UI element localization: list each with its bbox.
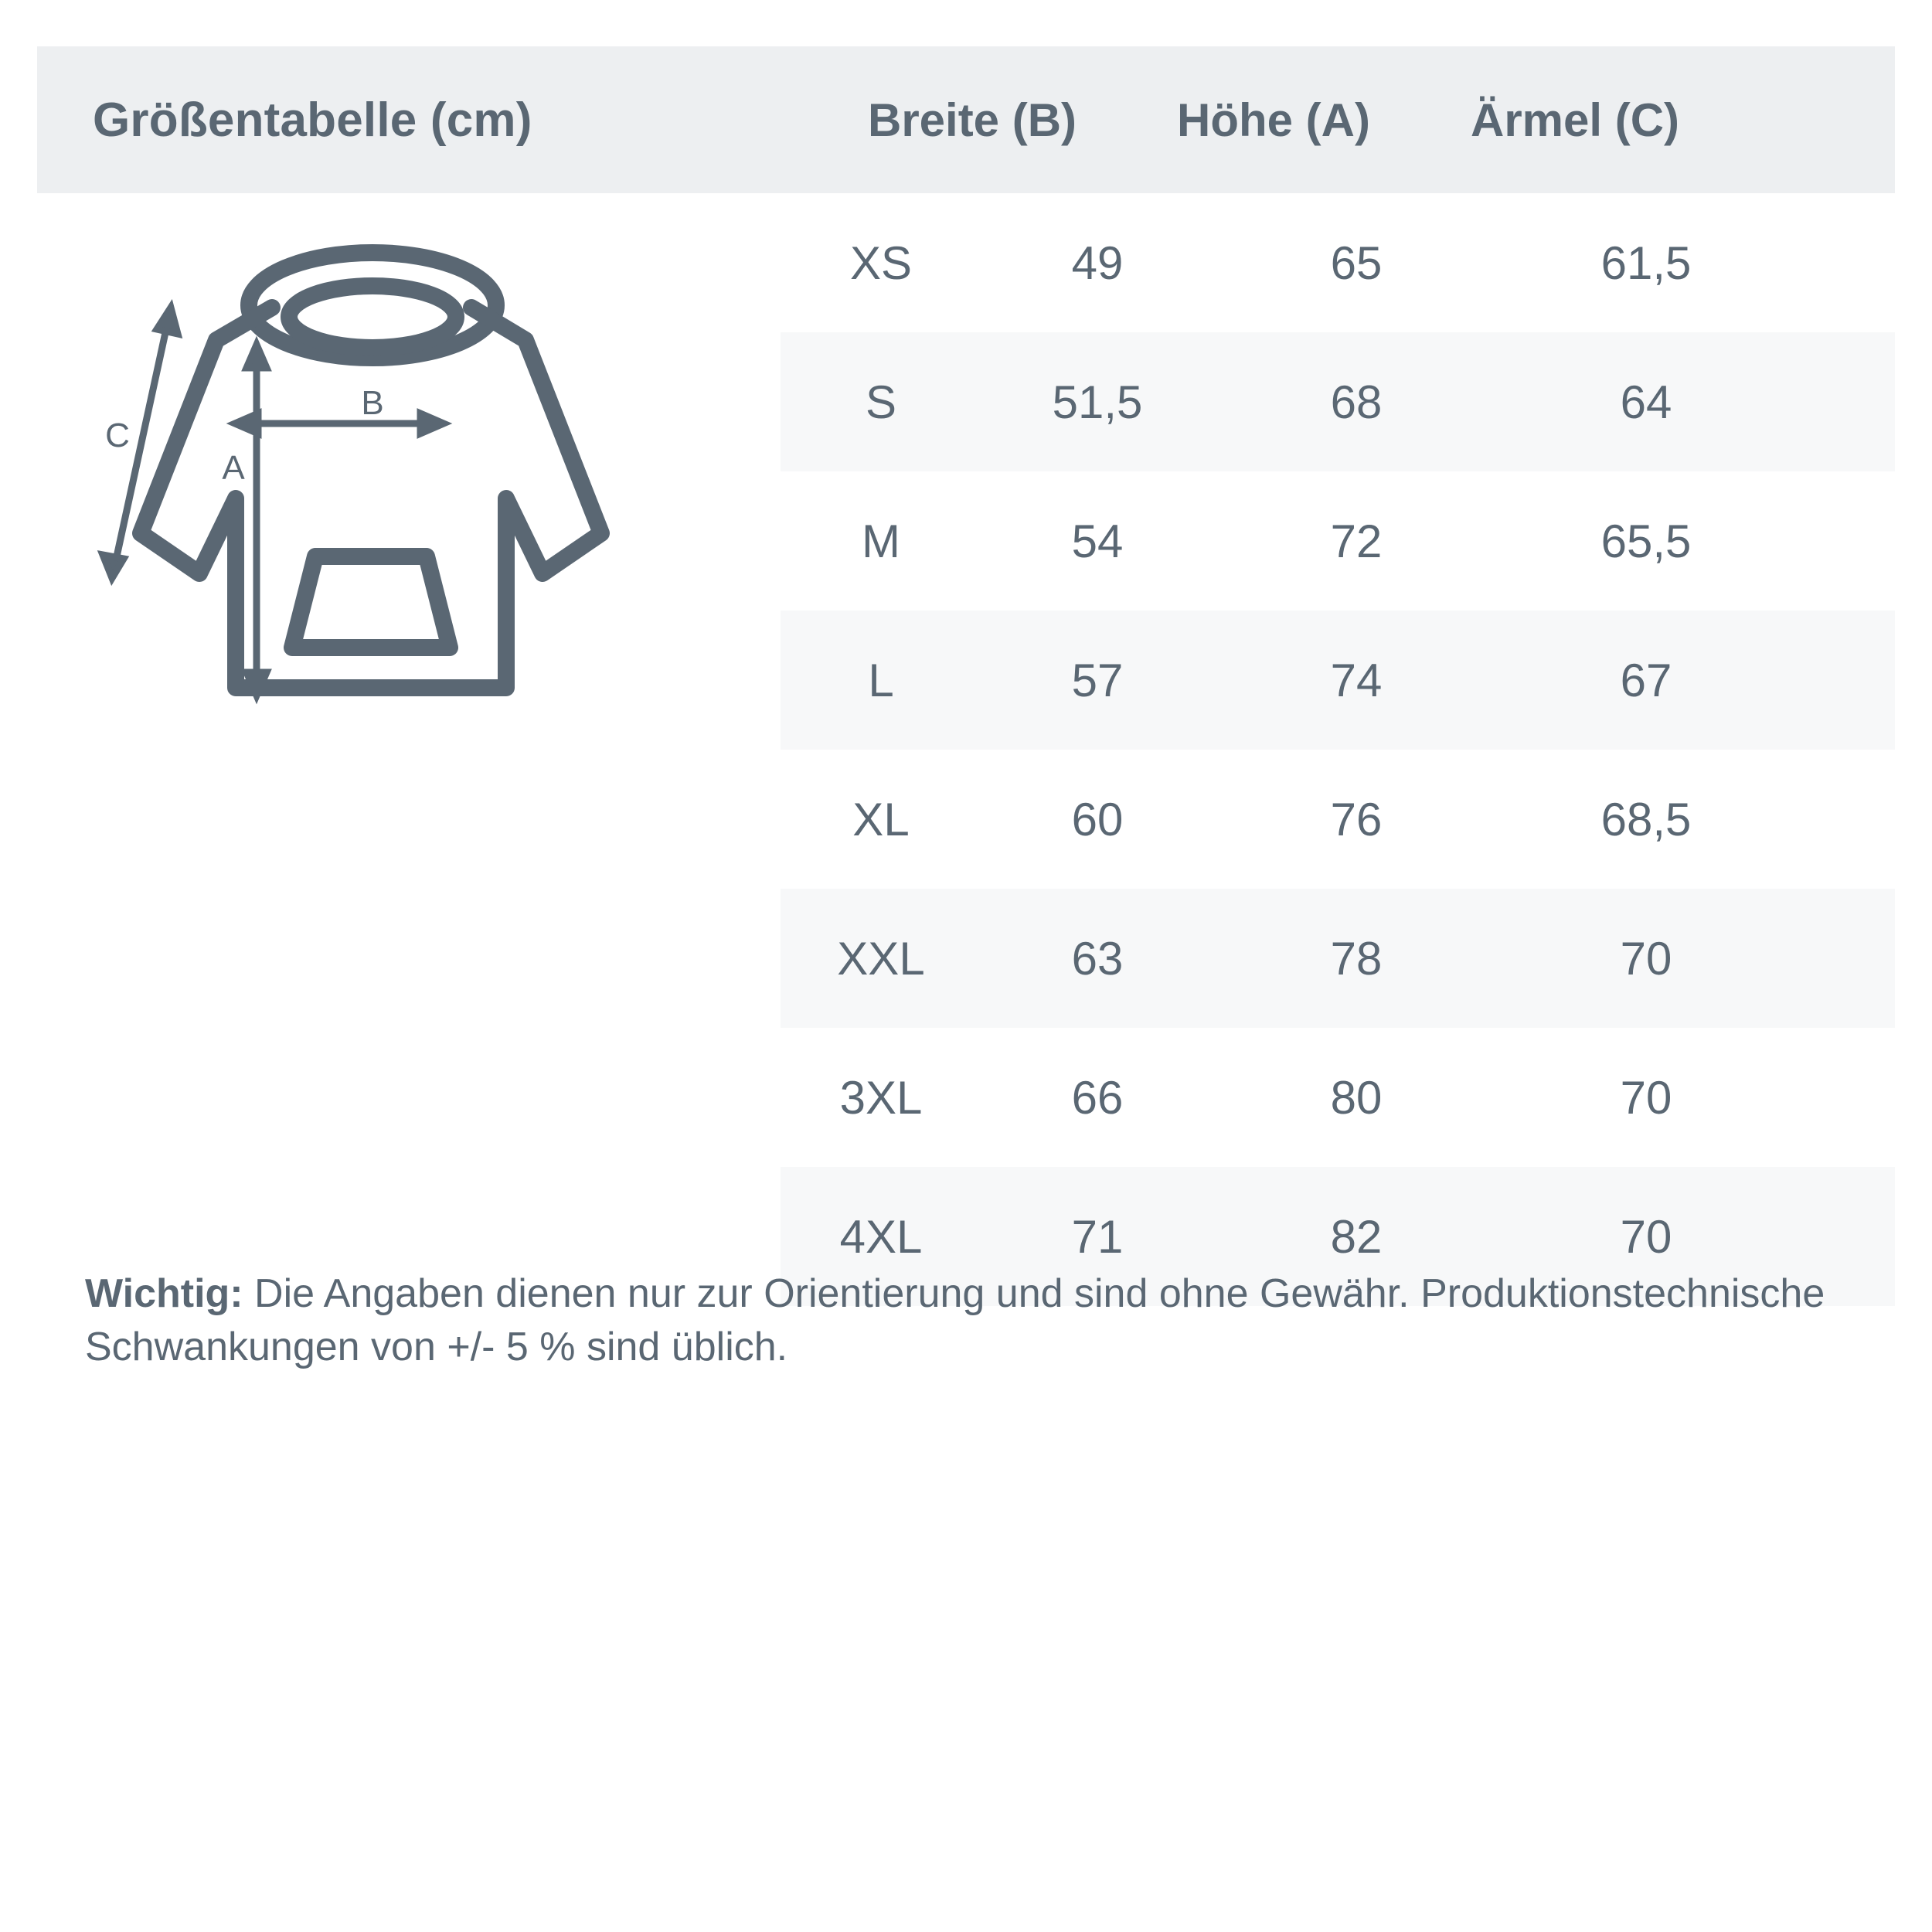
cell-width: 60 bbox=[1071, 793, 1124, 845]
table-row bbox=[781, 193, 1895, 332]
cell-sleeve: 70 bbox=[1620, 1210, 1672, 1263]
cell-sleeve: 61,5 bbox=[1600, 236, 1692, 289]
cell-height: 80 bbox=[1330, 1071, 1383, 1124]
table-row bbox=[781, 471, 1895, 611]
cell-height: 74 bbox=[1330, 654, 1383, 706]
cell-width: 51,5 bbox=[1052, 376, 1143, 428]
cell-sleeve: 64 bbox=[1620, 376, 1672, 428]
cell-size: S bbox=[865, 376, 897, 428]
cell-height: 65 bbox=[1330, 236, 1383, 289]
cell-sleeve: 70 bbox=[1620, 1071, 1672, 1124]
cell-size: XXL bbox=[837, 932, 925, 985]
cell-width: 49 bbox=[1071, 236, 1124, 289]
table-row bbox=[781, 889, 1895, 1028]
table-row bbox=[781, 750, 1895, 889]
footnote-text: Die Angaben dienen nur zur Orientierung und sind ohne Gewähr. Produktionstechnische Schwankungen von +/- 5 % sind üblich. bbox=[85, 1271, 1825, 1370]
cell-sleeve: 70 bbox=[1620, 932, 1672, 985]
table-row bbox=[781, 1028, 1895, 1167]
cell-sleeve: 67 bbox=[1620, 654, 1672, 706]
column-header-sleeve: Ärmel (C) bbox=[1470, 94, 1680, 146]
cell-size: M bbox=[862, 515, 900, 567]
cell-sleeve: 65,5 bbox=[1600, 515, 1692, 567]
dimension-label-a: A bbox=[222, 449, 245, 487]
cell-size: 4XL bbox=[839, 1210, 923, 1263]
hoodie-diagram bbox=[70, 224, 765, 858]
column-headers bbox=[818, 46, 1900, 193]
cell-size: L bbox=[868, 654, 894, 706]
cell-height: 72 bbox=[1330, 515, 1383, 567]
cell-height: 68 bbox=[1330, 376, 1383, 428]
column-header-width: Breite (B) bbox=[867, 94, 1077, 146]
cell-size: 3XL bbox=[839, 1071, 923, 1124]
cell-width: 66 bbox=[1071, 1071, 1124, 1124]
cell-height: 82 bbox=[1330, 1210, 1383, 1263]
cell-height: 76 bbox=[1330, 793, 1383, 845]
dimension-a bbox=[247, 345, 267, 696]
column-header-height: Höhe (A) bbox=[1177, 94, 1370, 146]
cell-sleeve: 68,5 bbox=[1600, 793, 1692, 845]
cell-size: XS bbox=[849, 236, 913, 289]
page-title: Größentabelle (cm) bbox=[93, 93, 532, 147]
footnote bbox=[85, 1267, 1847, 1374]
footnote-label: Wichtig: bbox=[85, 1271, 243, 1316]
dimension-label-b: B bbox=[361, 384, 384, 422]
size-table bbox=[781, 193, 1895, 1306]
hoodie-outline-icon bbox=[141, 253, 601, 688]
table-header-band bbox=[37, 46, 1895, 193]
dimension-b bbox=[235, 413, 444, 434]
cell-width: 71 bbox=[1071, 1210, 1124, 1263]
cell-width: 63 bbox=[1071, 932, 1124, 985]
cell-width: 57 bbox=[1071, 654, 1124, 706]
cell-height: 78 bbox=[1330, 932, 1383, 985]
cell-width: 54 bbox=[1071, 515, 1124, 567]
dimension-label-c: C bbox=[105, 417, 130, 454]
table-row bbox=[781, 332, 1895, 471]
cell-size: XL bbox=[852, 793, 910, 845]
table-row bbox=[781, 611, 1895, 750]
